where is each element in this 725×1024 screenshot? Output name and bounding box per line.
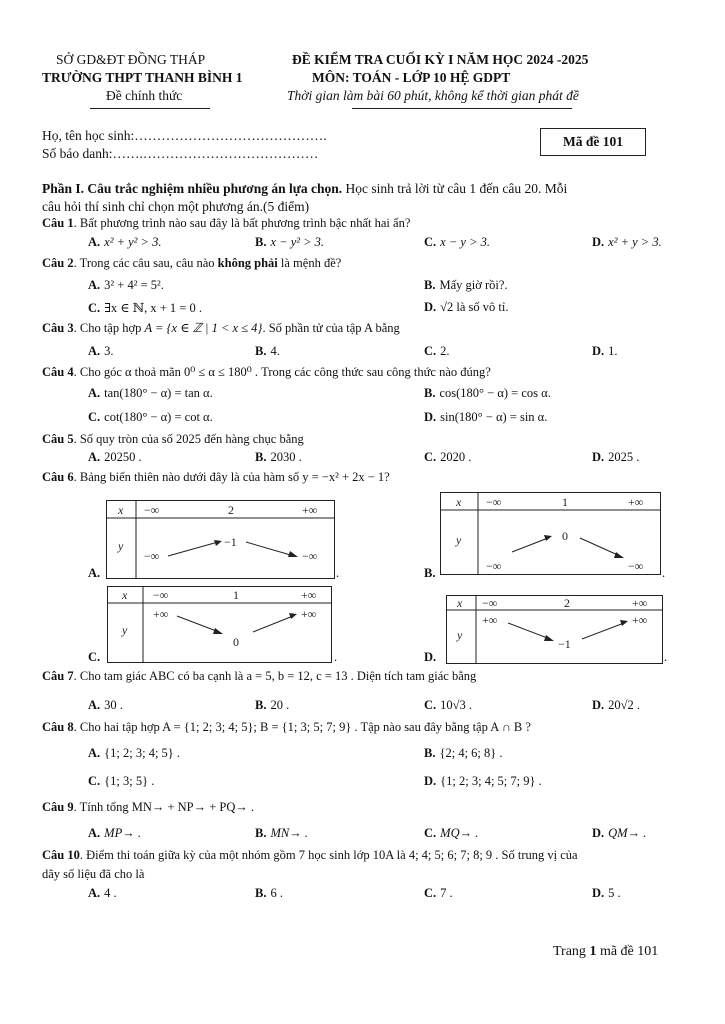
y-value: −∞ [486, 559, 502, 573]
time-note: Thời gian làm bài 60 phút, không kể thời gian phát đề [287, 88, 579, 103]
question-number: Câu 4 [42, 365, 74, 379]
question-number: Câu 3 [42, 321, 74, 335]
option-text: sin(180° − α) = sin α. [440, 410, 548, 424]
q9-option-c[interactable] [424, 826, 478, 841]
official-label: Đề chính thức [106, 88, 183, 103]
question-text: . Cho tập hợp [73, 321, 145, 335]
option-text: QM→ . [608, 826, 647, 840]
option-text: 2030 . [270, 450, 302, 464]
option-label: C. [424, 826, 437, 840]
page-number: 1 [589, 944, 597, 959]
q4-option-c[interactable] [88, 410, 213, 425]
x-header: x [457, 596, 463, 610]
q8-option-b[interactable] [424, 746, 503, 761]
q1-option-c[interactable] [424, 235, 490, 250]
y-value: +∞ [301, 607, 317, 621]
option-label: A. [88, 386, 101, 400]
option-label: C. [88, 650, 101, 664]
question-emphasis: không phải [217, 256, 278, 270]
question-10-cont: dãy số liệu đã cho là [42, 867, 145, 881]
x-value: +∞ [301, 588, 317, 602]
q7-option-d[interactable] [592, 698, 640, 713]
question-text-end: là mệnh đề? [277, 256, 342, 270]
y-value: +∞ [482, 613, 498, 627]
q5-option-b[interactable] [255, 450, 302, 465]
y-value: +∞ [153, 607, 169, 621]
option-label: B. [255, 235, 267, 249]
y-value: −1 [558, 637, 571, 651]
option-text: tan(180° − α) = tan α. [104, 386, 213, 400]
option-text: {1; 2; 3; 4; 5} . [104, 746, 181, 760]
option-label: B. [255, 344, 267, 358]
section-intro [42, 181, 567, 197]
option-label: B. [255, 698, 267, 712]
arrow-down [580, 538, 620, 556]
option-label: A. [88, 698, 101, 712]
option-text: MP→ . [104, 826, 141, 840]
x-value: −∞ [153, 588, 169, 602]
q1-option-a[interactable] [88, 235, 162, 250]
option-label: A. [88, 826, 101, 840]
option-text: x − y > 3. [440, 235, 490, 249]
q6-b-dot: . [662, 566, 666, 580]
right-underline [352, 108, 572, 109]
option-label: C. [424, 450, 437, 464]
q2-option-a[interactable] [88, 278, 164, 293]
option-label: A. [88, 278, 101, 292]
arrow-head [214, 540, 222, 546]
arrow-head [213, 628, 223, 634]
q6-option-b-table[interactable] [440, 492, 662, 580]
student-name-field: Họ, tên học sinh:……………………………………. [42, 128, 327, 143]
question-number: Câu 2 [42, 256, 74, 270]
option-text: √2 là số vô tỉ. [440, 300, 509, 314]
table-border [107, 501, 335, 579]
q6-option-c-table[interactable] [107, 586, 333, 668]
question-number: Câu 6 [42, 470, 74, 484]
option-text: ∃x ∈ ℕ, x + 1 = 0 . [104, 301, 202, 315]
question-1 [42, 216, 410, 231]
arrow-up [582, 623, 624, 639]
x-value: 2 [228, 503, 234, 517]
option-label: A. [88, 886, 101, 900]
q2-option-d[interactable] [424, 300, 508, 315]
table-border [108, 587, 332, 663]
x-header: x [456, 495, 462, 509]
question-9 [42, 800, 254, 815]
table-border [447, 596, 663, 664]
question-text: . Số quy tròn của số 2025 đến hàng chục bằng [73, 432, 304, 446]
q7-option-a[interactable] [88, 698, 123, 713]
option-label: B. [424, 278, 436, 292]
x-value: 1 [562, 495, 568, 509]
q6-option-c-label[interactable] [88, 650, 104, 665]
question-text: . Bảng biến thiên nào dưới đây là của hàm số y = −x² + 2x − 1? [73, 470, 390, 484]
y-value: 0 [233, 635, 239, 649]
question-text: . Bất phương trình nào sau đây là bất phương trình bậc nhất hai ẩn? [73, 216, 411, 230]
arrow-head [288, 551, 298, 557]
option-text: MN→ . [270, 826, 308, 840]
option-label: C. [88, 774, 101, 788]
option-text: cot(180° − α) = cot α. [104, 410, 213, 424]
q3-option-b[interactable] [255, 344, 280, 359]
option-text: 3² + 4² = 5². [104, 278, 164, 292]
question-text: . Điểm thi toán giữa kỳ của một nhóm gồm 7 học sinh lớp 10A là 4; 4; 5; 6; 7; 8; 9 . Số trung vị của [79, 848, 578, 862]
q4-option-a[interactable] [88, 386, 213, 401]
option-label: B. [424, 566, 436, 580]
question-number: Câu 5 [42, 432, 74, 446]
option-label: D. [424, 650, 437, 664]
page-footer [553, 944, 658, 960]
question-text: . Trong các câu sau, câu nào [73, 256, 218, 270]
q6-option-d-table[interactable] [446, 595, 664, 669]
q10-option-c[interactable] [424, 886, 453, 901]
q1-option-d[interactable] [592, 235, 662, 250]
arrow-head [620, 620, 628, 626]
option-label: B. [255, 886, 267, 900]
q2-option-b[interactable] [424, 278, 508, 293]
option-text: 30 . [104, 698, 123, 712]
question-4 [42, 364, 491, 380]
option-text: {2; 4; 6; 8} . [439, 746, 503, 760]
q5-option-d[interactable] [592, 450, 639, 465]
y-header: y [122, 623, 128, 637]
x-header: x [122, 588, 128, 602]
q3-option-a[interactable] [88, 344, 114, 359]
subject-title: MÔN: TOÁN - LỚP 10 HỆ GDPT [312, 70, 511, 85]
q9-option-b[interactable] [255, 826, 308, 841]
x-value: +∞ [302, 503, 318, 517]
variation-table-a [106, 500, 336, 580]
option-text: 20250 . [104, 450, 142, 464]
arrow-head [289, 613, 297, 619]
option-label: D. [592, 886, 605, 900]
q2-option-c[interactable] [88, 300, 202, 316]
option-label: D. [424, 410, 437, 424]
question-6 [42, 470, 390, 485]
q6-option-b-label[interactable] [424, 566, 439, 581]
option-label: C. [88, 410, 101, 424]
question-text: . Cho hai tập hợp A = {1; 2; 3; 4; 5}; B = {1; 3; 5; 7; 9} . Tập nào sau đây bằng tập A ∩ B ? [73, 720, 531, 734]
x-header: x [118, 503, 124, 517]
option-text: 6 . [270, 886, 283, 900]
q9-option-d[interactable] [592, 826, 646, 841]
arrow-head [544, 535, 552, 541]
exam-code-box [540, 128, 646, 156]
option-label: A. [88, 235, 101, 249]
option-text: 1. [608, 344, 618, 358]
exam-code: Mã đề 101 [563, 134, 623, 149]
option-label: B. [255, 826, 267, 840]
x-value: −∞ [482, 596, 498, 610]
set-expression: A = {x ∈ ℤ | 1 < x ≤ 4} [144, 321, 263, 335]
question-number: Câu 1 [42, 216, 74, 230]
question-number: Câu 9 [42, 800, 74, 814]
q10-option-b[interactable] [255, 886, 283, 901]
y-value: −∞ [628, 559, 644, 573]
y-value: +∞ [632, 613, 648, 627]
option-text: 4. [270, 344, 280, 358]
q6-option-d-label[interactable] [424, 650, 440, 665]
option-label: C. [88, 301, 101, 315]
variation-table-b [440, 492, 662, 576]
option-label: C. [424, 344, 437, 358]
y-header: y [457, 628, 463, 642]
x-value: 2 [564, 596, 570, 610]
q6-option-a-table[interactable] [106, 500, 336, 584]
option-text: {1; 3; 5} . [104, 774, 155, 788]
x-value: +∞ [628, 495, 644, 509]
y-header: y [456, 533, 462, 547]
q8-option-a[interactable] [88, 746, 180, 761]
option-label: D. [424, 774, 437, 788]
arrow-down [246, 542, 294, 556]
q6-option-a-label[interactable] [88, 566, 104, 581]
y-header: y [118, 539, 124, 553]
question-2 [42, 256, 341, 271]
left-underline [90, 108, 210, 109]
option-text: 10√3 . [440, 698, 473, 712]
option-text: 2020 . [440, 450, 472, 464]
arrow-up [168, 542, 218, 556]
question-7 [42, 669, 476, 684]
option-text: Mấy giờ rồi?. [439, 278, 508, 292]
option-label: D. [424, 300, 437, 314]
option-label: B. [424, 746, 436, 760]
section-intro-b: câu hỏi thí sinh chỉ chọn một phương án.(5 điểm) [42, 199, 310, 214]
q10-option-a[interactable] [88, 886, 117, 901]
question-8 [42, 720, 531, 735]
variation-table-d [446, 595, 664, 665]
option-text: x − y² > 3. [270, 235, 325, 249]
option-text: 20√2 . [608, 698, 641, 712]
variation-table-c [107, 586, 333, 664]
arrow-up [253, 616, 293, 632]
option-label: D. [592, 698, 605, 712]
question-5 [42, 432, 304, 447]
q10-option-d[interactable] [592, 886, 621, 901]
option-text: 20 . [270, 698, 290, 712]
option-label: D. [592, 344, 605, 358]
option-text: x² + y² > 3. [104, 235, 162, 249]
footer-prefix: Trang [553, 944, 590, 959]
q1-option-b[interactable] [255, 235, 324, 250]
q9-option-a[interactable] [88, 826, 141, 841]
option-label: A. [88, 566, 101, 580]
option-text: x² + y > 3. [608, 235, 662, 249]
option-label: C. [424, 886, 437, 900]
school-name: TRƯỜNG THPT THANH BÌNH 1 [42, 70, 243, 85]
option-text: MQ→ . [440, 826, 479, 840]
question-text: . Cho tam giác ABC có ba cạnh là a = 5, b = 12, c = 13 . Diện tích tam giác bằng [73, 669, 477, 683]
x-value: −∞ [144, 503, 160, 517]
option-text: 4 . [104, 886, 117, 900]
q6-c-dot: . [334, 650, 338, 664]
q6-d-dot: . [664, 650, 668, 664]
option-label: A. [88, 344, 101, 358]
option-label: D. [592, 235, 605, 249]
dept-name: SỞ GD&ĐT ĐỒNG THÁP [56, 52, 206, 67]
q5-option-c[interactable] [424, 450, 471, 465]
arrow-up [512, 538, 548, 552]
arrow-head [614, 552, 624, 558]
y-value: −∞ [144, 549, 160, 563]
option-text: 3. [104, 344, 114, 358]
q4-option-d[interactable] [424, 410, 547, 425]
question-3 [42, 320, 400, 336]
arrow-down [177, 616, 219, 632]
q7-option-b[interactable] [255, 698, 289, 713]
q8-option-d[interactable] [424, 774, 542, 789]
option-label: B. [424, 386, 436, 400]
option-label: A. [88, 746, 101, 760]
option-text: 7 . [440, 886, 453, 900]
y-value: −∞ [302, 549, 318, 563]
x-value: −∞ [486, 495, 502, 509]
student-id-field: Số báo danh:…….………………………………… [42, 146, 319, 161]
question-10 [42, 848, 578, 863]
option-text: 5 . [608, 886, 621, 900]
exam-title: ĐỀ KIỂM TRA CUỐI KỲ I NĂM HỌC 2024 -2025 [292, 52, 589, 67]
q5-option-a[interactable] [88, 450, 142, 465]
q8-option-c[interactable] [88, 774, 154, 789]
option-label: C. [424, 235, 437, 249]
option-text: 2025 . [608, 450, 640, 464]
section-title: Phần I. Câu trắc nghiệm nhiều phương án lựa chọn. [42, 181, 343, 196]
question-number: Câu 8 [42, 720, 74, 734]
option-label: A. [88, 450, 101, 464]
x-value: 1 [233, 588, 239, 602]
option-label: D. [592, 826, 605, 840]
option-text: cos(180° − α) = cos α. [439, 386, 551, 400]
question-number: Câu 10 [42, 848, 80, 862]
q6-a-dot: . [336, 566, 340, 580]
footer-suffix: mã đề 101 [596, 944, 659, 959]
option-text: {1; 2; 3; 4; 5; 7; 9} . [440, 774, 542, 788]
question-text: . Tính tổng MN→ + NP→ + PQ→ . [73, 800, 255, 814]
question-text: . Cho góc α thoả mãn 0⁰ ≤ α ≤ 180⁰ . Trong các công thức sau công thức nào đúng? [73, 365, 491, 379]
section-intro-a: Học sinh trả lời từ câu 1 đến câu 20. Mỗi [345, 181, 568, 196]
option-text: 2. [440, 344, 450, 358]
option-label: B. [255, 450, 267, 464]
y-value: −1 [224, 535, 237, 549]
question-number: Câu 7 [42, 669, 74, 683]
q3-option-d[interactable] [592, 344, 618, 359]
option-label: D. [592, 450, 605, 464]
arrow-head [544, 635, 554, 641]
arrow-down [508, 623, 550, 639]
option-label: C. [424, 698, 437, 712]
question-text-end: . Số phần tử của tập A bằng [262, 321, 400, 335]
q7-option-c[interactable] [424, 698, 472, 713]
q4-option-b[interactable] [424, 386, 551, 401]
y-value: 0 [562, 529, 568, 543]
x-value: +∞ [632, 596, 648, 610]
q3-option-c[interactable] [424, 344, 450, 359]
